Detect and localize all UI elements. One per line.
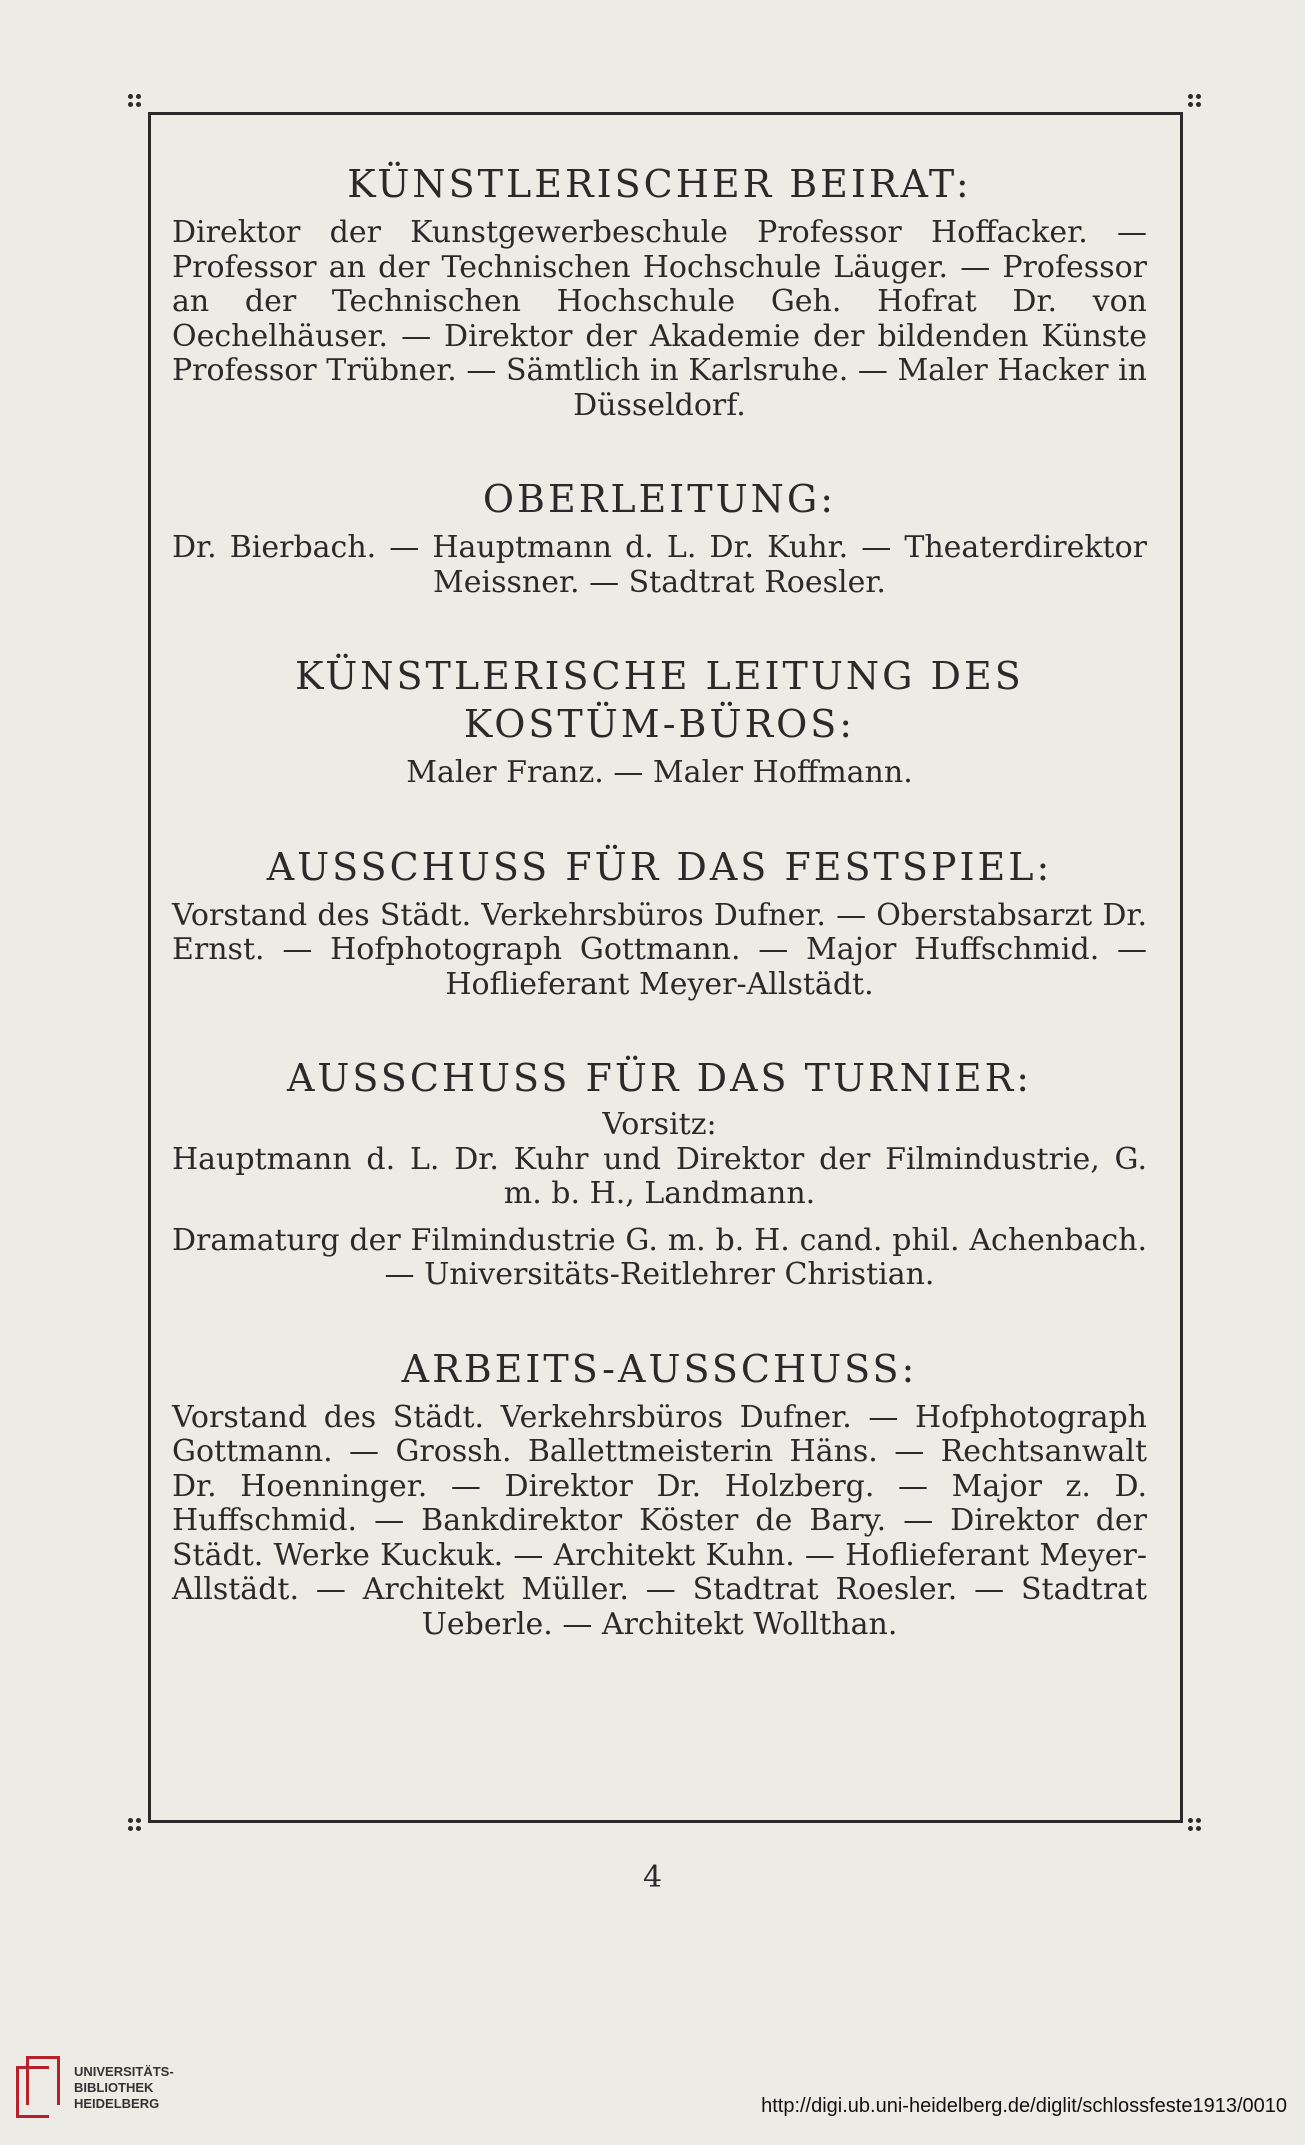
corner-dots-bottom-left (128, 1818, 142, 1832)
page-number: 4 (642, 1860, 663, 1895)
section-heading: KÜNSTLERISCHE LEITUNG DES KOSTÜM-BÜROS: (295, 654, 1024, 746)
section-heading: AUSSCHUSS FÜR DAS TURNIER: (286, 1056, 1033, 1100)
page-content (172, 150, 1147, 1642)
library-logo (16, 2052, 236, 2132)
section-arbeits-ausschuss (172, 1345, 1147, 1643)
section-paragraph: Dramaturg der Filmindustrie G. m. b. H. cand. phil. Achenbach. — Universitäts-Reitlehrer Christian. (172, 1222, 1147, 1292)
section-ausschuss-festspiel (172, 843, 1147, 1003)
library-logo-icon (16, 2056, 62, 2120)
section-kostuem-bueros (172, 652, 1147, 791)
section-heading: KÜNSTLERISCHER BEIRAT: (347, 162, 972, 206)
section-paragraph: Direktor der Kunstgewerbeschule Professor Hoffacker. — Professor an der Technischen Hochschule Läuger. — Professor an der Technischen Hochschule Geh. Hofrat Dr. von Oechelhäuser. — Direktor der Akademie der bildenden Künste Professor Trübner. — Sämtlich in Karlsruhe. — Maler Hacker in Düsseldorf. (172, 215, 1147, 423)
corner-dots-top-left (128, 94, 142, 108)
section-paragraph: Vorstand des Städt. Verkehrsbüros Dufner. — Hofphotograph Gottmann. — Grossh. Ballettmeisterin Häns. — Rechtsanwalt Dr. Hoenninger. — Direktor Dr. Holzberg. — Major z. D. Huffschmid. — Bankdirektor Köster de Bary. — Direktor der Städt. Werke Kuckuk. — Architekt Kuhn. — Hoflieferant Meyer-Allstädt. — Architekt Müller. — Stadtrat Roesler. — Stadtrat Ueberle. — Architekt Wollthan. (172, 1399, 1147, 1642)
right-rule (1180, 112, 1183, 1823)
section-paragraph: Dr. Bierbach. — Hauptmann d. L. Dr. Kuhr. — Theaterdirektor Meissner. — Stadtrat Roesler. (172, 530, 1147, 600)
top-rule (148, 112, 1183, 115)
library-logo-text (74, 2064, 174, 2112)
library-logo-line: HEIDELBERG (74, 2096, 160, 2111)
library-logo-line: BIBLIOTHEK (74, 2080, 154, 2095)
section-subheading: Vorsitz: (602, 1107, 717, 1142)
section-paragraph: Hauptmann d. L. Dr. Kuhr und Direktor der Filmindustrie, G. m. b. H., Landmann. (172, 1141, 1147, 1211)
section-heading: OBERLEITUNG: (482, 477, 837, 521)
bottom-rule (148, 1820, 1183, 1823)
section-oberleitung (172, 475, 1147, 600)
left-rule (148, 112, 151, 1823)
section-heading: AUSSCHUSS FÜR DAS FESTSPIEL: (266, 844, 1053, 889)
section-paragraph: Vorstand des Städt. Verkehrsbüros Dufner. — Oberstabsarzt Dr. Ernst. — Hofphotograph Gottmann. — Major Huffschmid. — Hoflieferant Meyer-Allstädt. (172, 897, 1147, 1002)
corner-dots-top-right (1188, 94, 1202, 108)
section-kuenstlerischer-beirat (172, 160, 1147, 423)
corner-dots-bottom-right (1188, 1818, 1202, 1832)
section-ausschuss-turnier (172, 1054, 1147, 1293)
section-heading: ARBEITS-AUSSCHUSS: (401, 1346, 918, 1391)
library-logo-line: UNIVERSITÄTS- (74, 2064, 174, 2079)
source-url[interactable]: http://digi.ub.uni-heidelberg.de/diglit/schlossfeste1913/0010 (761, 2095, 1287, 2117)
section-paragraph: Maler Franz. — Maler Hoffmann. (406, 755, 913, 790)
